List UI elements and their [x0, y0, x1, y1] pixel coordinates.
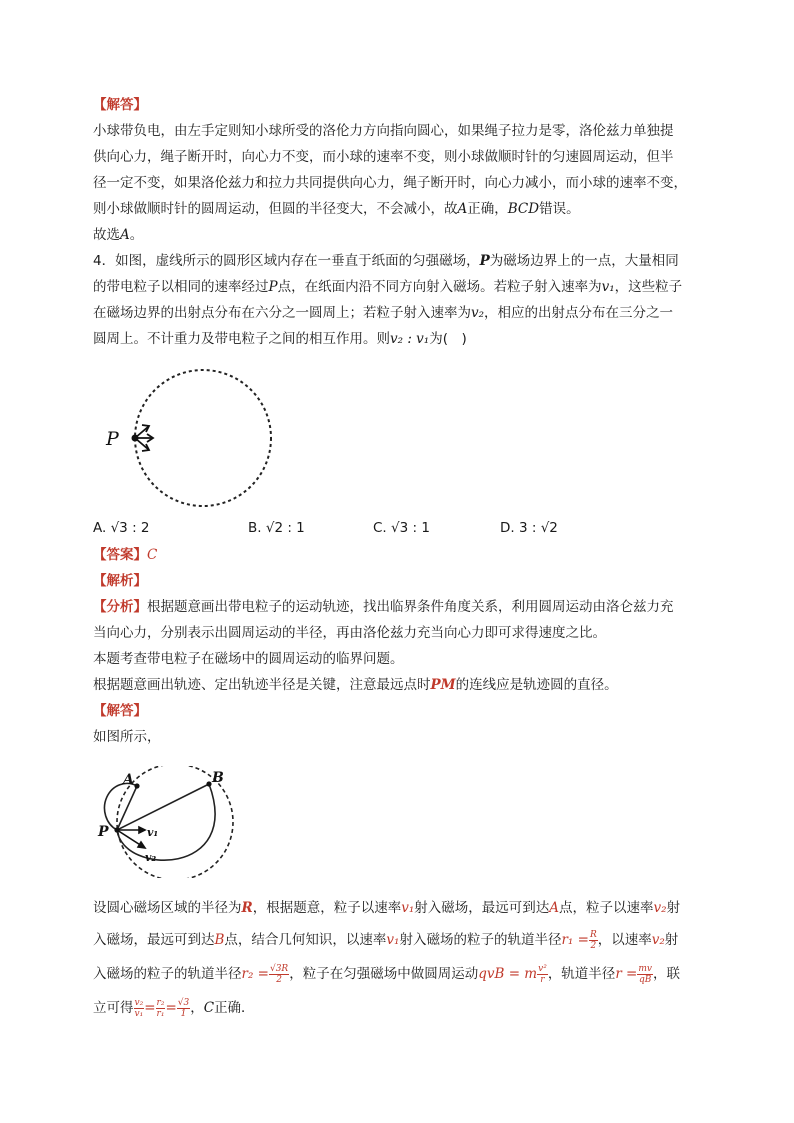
dashed-boundary-circle	[135, 370, 271, 506]
velocity-vectors	[117, 827, 145, 848]
paragraph-line: 径一定不变，如果洛伦兹力和拉力共同提供向心力，绳子断开时，向心力减小，而小球的速率不变，	[93, 175, 687, 191]
figure-magnetic-field-circle	[93, 368, 273, 510]
label-p: P	[106, 428, 119, 450]
velocity-arrows	[135, 425, 153, 451]
figure-trajectory	[93, 766, 243, 878]
answer-analysis	[93, 542, 705, 750]
paragraph-line: 供向心力，绳子断开时，向心力不变，而小球的速率不变，则小球做顺时针的匀速圆周运动，但半	[93, 149, 674, 165]
solution-line: 入磁场，最远可到达B点，结合几何知识，以速率v₁射入磁场的粒子的轨道半径r₁ = $\frac{R}{2}$ ，以速率v₂射	[93, 929, 679, 951]
question-line: 圆周上。不计重力及带电粒子之间的相互作用。则v₂ : v₁为( )	[93, 331, 467, 347]
solution-line: 立可得 $\frac{\text{v₂}}{\text{v₁}}$ = $\frac{\text{r₂}}{\text{r₁}}$ = $\frac{√3}{1}$ ，C正确．	[93, 997, 255, 1019]
paragraph-line: 则小球做顺时针的圆周运动，但圆的半径变大，不会减小，故A正确，BCD错误。	[93, 201, 580, 217]
label-p: P	[98, 824, 109, 840]
option-d: D. 3 : √2	[500, 520, 558, 536]
option-c: C. √3 : 1	[373, 520, 430, 536]
label-a: A	[123, 772, 134, 788]
analysis-line: 如图所示，	[93, 729, 161, 745]
question-line: 的带电粒子以相同的速率经过P点，在纸面内沿不同方向射入磁场。若粒子射入速率为v₁，这些粒子	[93, 279, 683, 295]
option-b: B. √2 : 1	[248, 520, 305, 536]
solution-line: 设圆心磁场区域的半径为R，根据题意，粒子以速率v₁射入磁场，最远可到达A点，粒子以速率v₂射	[93, 900, 681, 916]
analysis-line: 本题考查带电粒子在磁场中的圆周运动的临界问题。	[93, 651, 404, 667]
solution-line: 入磁场的粒子的轨道半径r₂ = $\frac{√3R}{2}$ ，粒子在匀强磁场中做圆周运动qvB = m $\frac{\text{v²}}{r}$ ，轨道半径r = $\frac{mv}{qB}$ ，联	[93, 963, 680, 985]
label-v2: v₂	[145, 851, 157, 864]
paragraph-line: 故选A。	[93, 227, 144, 243]
analysis-line: 根据题意画出轨迹、定出轨迹半径是关键，注意最远点时PM的连线应是轨迹圆的直径。	[93, 677, 618, 693]
label-b: B	[212, 770, 224, 786]
question-line: 4．如图，虚线所示的圆形区域内存在一垂直于纸面的匀强磁场，P为磁场边界上的一点，大量相同	[93, 253, 679, 269]
paragraph-line: 小球带负电，由左手定则知小球所受的洛伦力方向指向圆心，如果绳子拉力是零，洛伦兹力单独提	[93, 123, 674, 139]
label-v1: v₁	[147, 826, 159, 839]
analysis-line: 当向心力，分别表示出圆周运动的半径，再由洛伦兹力充当向心力即可求得速度之比。	[93, 625, 606, 641]
section-heading-jieda: 【解答】	[93, 97, 147, 113]
analysis-heading: 【解析】	[93, 573, 147, 589]
jieda-heading: 【解答】	[93, 703, 147, 719]
answer-options	[93, 517, 705, 539]
analysis-line: 【分析】根据题意画出带电粒子的运动轨迹，找出临界条件角度关系，利用圆周运动由洛仑兹力充	[93, 599, 674, 615]
option-a: A. √3 : 2	[93, 520, 150, 536]
answer-line: 【答案】C	[93, 547, 158, 563]
chord-pb	[117, 784, 209, 830]
question-line: 在磁场边界的出射点分布在六分之一圆周上；若粒子射入速率为v₂，相应的出射点分布在三分之一	[93, 305, 674, 321]
chord-pa	[117, 786, 137, 830]
document-body	[93, 92, 705, 352]
solution	[93, 893, 705, 1025]
